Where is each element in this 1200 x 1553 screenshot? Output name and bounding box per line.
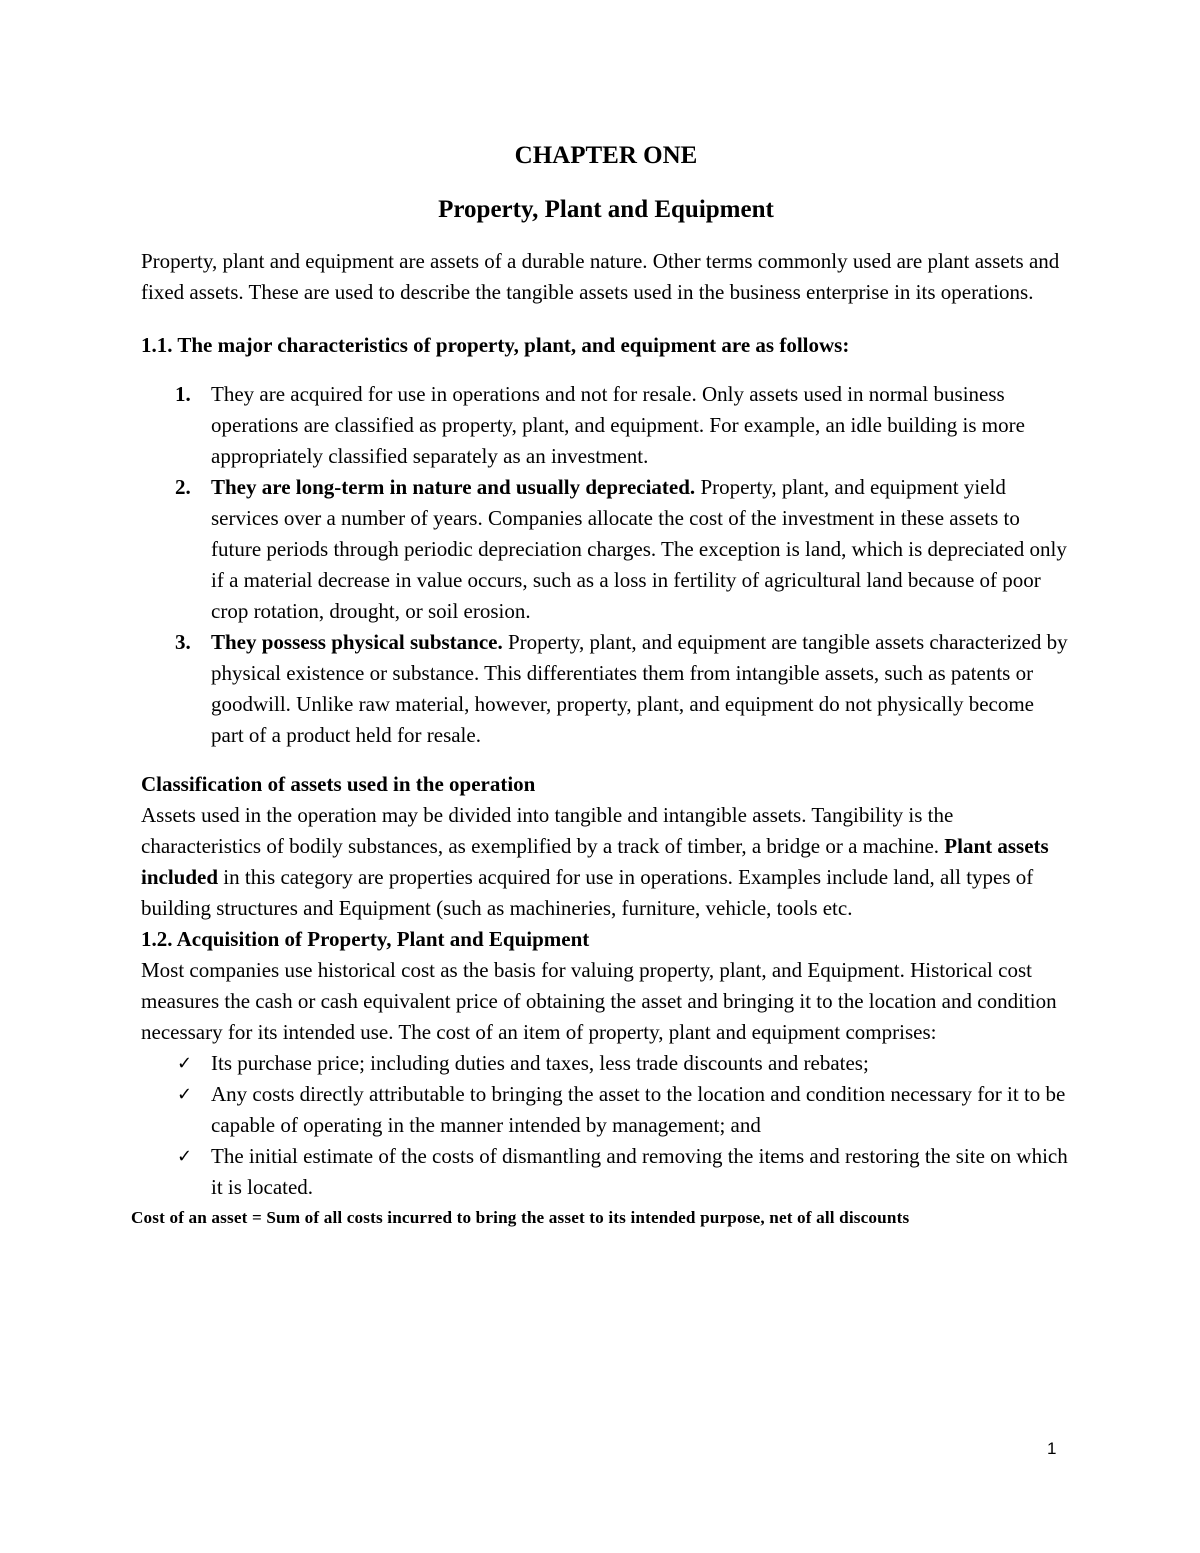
list-number: 2. [175,475,191,499]
classification-text-2: in this category are properties acquired for use in operations. Examples include land, all types of building structures and Equipment (such as machineries, furniture, vehicle, tools etc. [141,865,1034,920]
chapter-heading: CHAPTER ONE [514,142,698,169]
list-number: 3. [175,630,191,654]
cost-components-list [141,1048,1071,1203]
page-title: Property, Plant and Equipment [438,196,774,223]
characteristics-list [141,379,1071,751]
checkmark-icon: ✓ [177,1053,193,1074]
list-number: 1. [175,382,191,406]
list-item-text: They are acquired for use in operations and not for resale. Only assets used in normal business operations are classified as property, plant, and equipment. For example, an idle building is more appropriately classified separately as an investment. [211,382,1025,468]
classification-bold-lead: Plant assets included [141,834,1049,889]
section-1-1-heading: 1.1. The major characteristics of property, plant, and equipment are as follows: [141,333,850,357]
intro-paragraph: Property, plant and equipment are assets of a durable nature. Other terms commonly used are plant assets and fixed assets. These are used to describe the tangible assets used in the business enterprise in its operations. [141,249,1060,304]
list-item [141,1048,1071,1079]
page-number: 1 [1047,1439,1057,1458]
list-item-lead: They are long-term in nature and usually depreciated. [211,475,696,499]
list-item [141,1079,1071,1141]
classification-heading: Classification of assets used in the operation [141,772,536,796]
checkmark-icon: ✓ [177,1146,193,1167]
list-item-text: Property, plant, and equipment yield services over a number of years. Companies allocate the cost of the investment in these assets to future periods through periodic depreciation charges. The exception is land, which is depreciated only if a material decrease in value occurs, such as a loss in fertility of agricultural land because of poor crop rotation, drought, or soil erosion. [211,475,1067,623]
list-item-text: Any costs directly attributable to bringing the asset to the location and condition necessary for it to be capable of operating in the manner intended by management; and [211,1082,1066,1137]
list-item-text: Its purchase price; including duties and taxes, less trade discounts and rebates; [211,1051,869,1075]
classification-text: Assets used in the operation may be divided into tangible and intangible assets. Tangibility is the characteristics of bodily substances, as exemplified by a track of timber, a bridge or a machine. [141,803,954,858]
list-item [141,627,1071,751]
cost-formula: Cost of an asset = Sum of all costs incurred to bring the asset to its intended purpose, net of all discounts [131,1208,910,1227]
classification-paragraph [141,800,1071,924]
section-1-2-paragraph: Most companies use historical cost as the basis for valuing property, plant, and Equipment. Historical cost measures the cash or cash equivalent price of obtaining the asset and bringing it to the location and condition necessary for its intended use. The cost of an item of property, plant and equipment comprises: [141,958,1057,1044]
document-page [131,140,1071,1233]
list-item-lead: They possess physical substance. [211,630,503,654]
list-item [141,1141,1071,1203]
list-item-text: Property, plant, and equipment are tangible assets characterized by physical existence or substance. This differentiates them from intangible assets, such as patents or goodwill. Unlike raw material, however, property, plant, and equipment do not physically become part of a product held for resale. [211,630,1068,747]
list-item [141,472,1071,627]
checkmark-icon: ✓ [177,1084,193,1105]
section-1-2-heading: 1.2. Acquisition of Property, Plant and Equipment [141,927,590,951]
list-item-text: The initial estimate of the costs of dismantling and removing the items and restoring the site on which it is located. [211,1144,1068,1199]
list-item [141,379,1071,472]
